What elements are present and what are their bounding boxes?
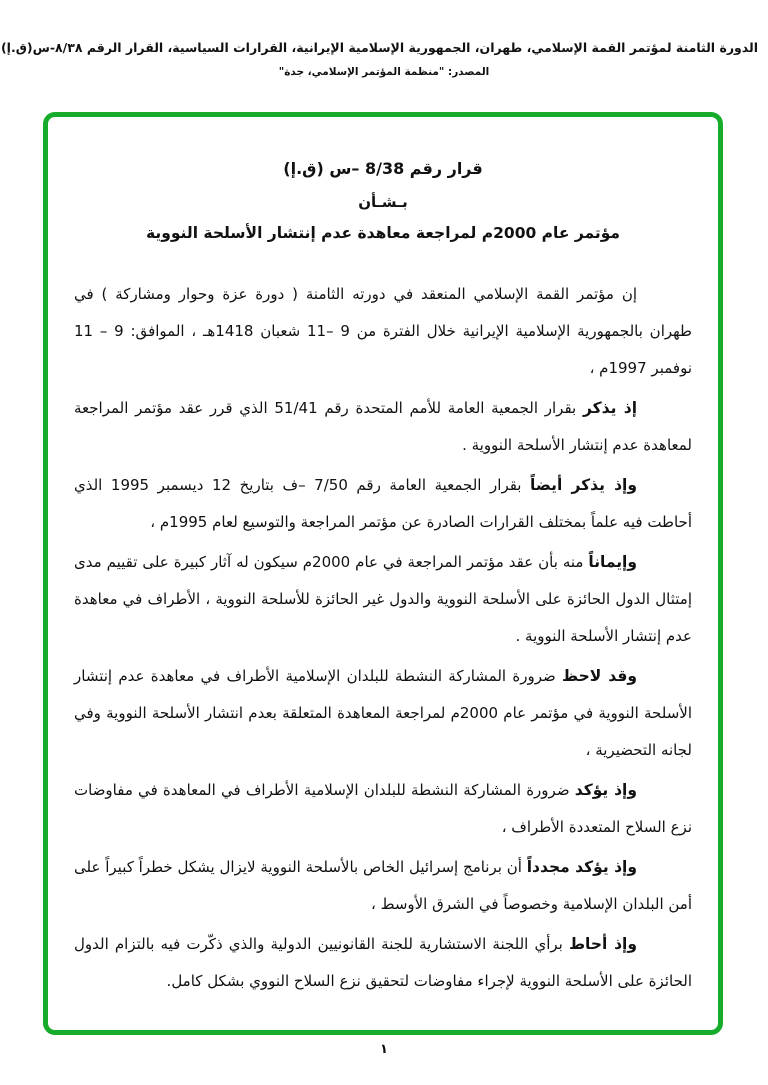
resolution-title-block (74, 159, 692, 242)
paragraph-lead: وإذ يذكر أيضاً (530, 476, 637, 494)
paragraph-lead: وإذ يؤكد مجدداً (526, 858, 637, 876)
paragraph-lead: وإذ أحاط (568, 935, 638, 953)
paragraph-lead: وإذ يؤكد (574, 781, 637, 799)
title-regarding: بـشـأن (358, 193, 408, 211)
header-source: المصدر: "منظمة المؤتمر الإسلامي، جدة" (278, 66, 490, 78)
paragraph-affirming (74, 772, 692, 846)
paragraph-text: ضرورة المشاركة النشطة للبلدان الإسلامية الأطراف في المعاهدة في مفاوضات نزع السلاح المتعددة الأطراف ، (74, 781, 692, 836)
paragraph-text: إن مؤتمر القمة الإسلامي المنعقد في دورته الثامنة ( دورة عزة وحوار ومشاركة ) في طهران بالجمهورية الإسلامية الإيرانية خلال الفترة من 9 –11 شعبان 1418هـ ، الموافق: 9 – 11 نوفمبر 1997م ، (74, 285, 692, 377)
paragraph-reaffirming (74, 849, 692, 923)
resolution-number: قرار رقم 8/38 –س (ق.إ) (283, 159, 483, 178)
paragraph-believing (74, 544, 692, 655)
paragraph-lead: وقد لاحظ (562, 667, 638, 685)
resolution-body (74, 276, 692, 1000)
header-citation: الدورة الثامنة لمؤتمر القمة الإسلامي، طهران، الجمهورية الإسلامية الإيرانية، القرارات السياسية، القرار الرقم ٨/٣٨-س(ق.إ) (0, 40, 758, 55)
paragraph-recalling (74, 390, 692, 464)
paragraph-lead: إذ يذكر (582, 399, 638, 417)
paragraph-preamble (74, 276, 692, 387)
paragraph-lead: وإيماناً (588, 553, 637, 571)
page-number: ١ (380, 1042, 388, 1057)
paragraph-taking-note (74, 926, 692, 1000)
paragraph-text: بقرار الجمعية العامة للأمم المتحدة رقم 51/41 الذي قرر عقد مؤتمر المراجعة لمعاهدة عدم إنتشار الأسلحة النووية . (74, 399, 692, 454)
document-content (48, 117, 718, 1000)
paragraph-text: بقرار الجمعية العامة رقم 7/50 –ف بتاريخ 12 ديسمبر 1995 الذي أحاطت فيه علماً بمختلف القرارات الصادرة عن مؤتمر المراجعة والتوسيع لعام 1995م ، (74, 476, 692, 531)
paragraph-text: برأي اللجنة الاستشارية للجنة القانونيين الدولية والذي ذكّرت فيه بالتزام الدول الحائزة على الأسلحة النووية لإجراء مفاوضات لتحقيق نزع السلاح النووي بشكل كامل. (74, 935, 692, 990)
paragraph-text: ضرورة المشاركة النشطة للبلدان الإسلامية الأطراف في معاهدة عدم إنتشار الأسلحة النووية في مؤتمر عام 2000م لمراجعة المعاهدة المتعلقة بعدم انتشار الأسلحة النووية وفي لجانه التحضيرية ، (74, 667, 692, 759)
green-border-frame (43, 112, 723, 1035)
paragraph-text: أن برنامج إسرائيل الخاص بالأسلحة النووية لايزال يشكل خطراً كبيراً على أمن البلدان الإسلامية وخصوصاً في الشرق الأوسط ، (74, 858, 692, 913)
paragraph-having-noted (74, 658, 692, 769)
paragraph-text: منه بأن عقد مؤتمر المراجعة في عام 2000م سيكون له آثار كبيرة على تقييم مدى إمتثال الدول الحائزة على الأسلحة النووية والدول غير الحائزة للأسلحة النووية ، الأطراف في معاهدة عدم إنتشار الأسلحة النووية . (74, 553, 692, 645)
page-header (0, 40, 758, 78)
paragraph-recalling-also (74, 467, 692, 541)
resolution-subject: مؤتمر عام 2000م لمراجعة معاهدة عدم إنتشار الأسلحة النووية (145, 224, 621, 242)
